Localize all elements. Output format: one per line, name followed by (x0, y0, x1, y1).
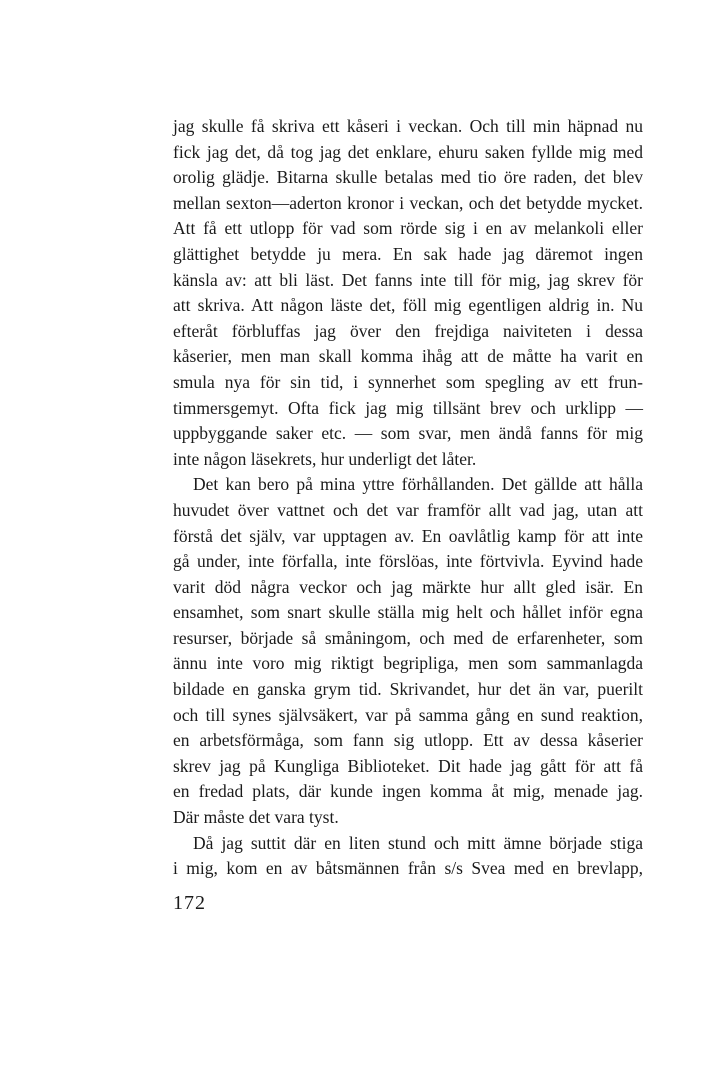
text-line: gå under, inte förfalla, inte förslöas, inte förtvivla. Eyvind hade (173, 551, 643, 572)
paragraph-2 (173, 472, 643, 830)
paragraph-3 (173, 831, 643, 882)
text-line: uppbyggande saker etc. — som svar, men ändå fanns för mig (173, 423, 643, 444)
body-text (173, 114, 643, 882)
text-line: mellan sexton—aderton kronor i veckan, och det betydde mycket. (173, 192, 643, 213)
text-line: bildade en ganska grym tid. Skrivandet, hur det än var, puerilt (173, 679, 643, 700)
text-line: känsla av: att bli läst. Det fanns inte till för mig, jag skrev för (173, 269, 643, 290)
text-line: huvudet över vattnet och det var framför allt vad jag, utan att (173, 499, 643, 520)
paragraph-1 (173, 114, 643, 472)
text-line: efteråt förbluffas jag över den frejdiga naiviteten i dessa (173, 320, 643, 341)
page-number: 172 (173, 892, 206, 914)
text-line: ännu inte voro mig riktigt begripliga, men som sammanlagda (173, 653, 643, 674)
text-line: i mig, kom en av båtsmännen från s/s Svea med en brevlapp, (173, 858, 643, 879)
text-line: Där måste det vara tyst. (173, 807, 339, 828)
text-line: Att få ett utlopp för vad som rörde sig i en av melankoli eller (173, 218, 643, 239)
text-line: en arbetsförmåga, som fann sig utlopp. Ett av dessa kåserier (173, 730, 643, 751)
text-line: förstå det själv, var upptagen av. En oavlåtlig kamp för att inte (173, 525, 643, 546)
text-line: inte någon läsekrets, hur underligt det låter. (173, 448, 477, 469)
text-line: och till synes självsäkert, var på samma gång en sund reaktion, (173, 704, 643, 725)
text-line: en fredad plats, där kunde ingen komma åt mig, menade jag. (173, 781, 643, 802)
text-line: Det kan bero på mina yttre förhållanden. Det gällde att hålla (193, 474, 643, 495)
text-line: timmersgemyt. Ofta fick jag mig tillsänt brev och urklipp — (173, 397, 643, 418)
text-line: ensamhet, som snart skulle ställa mig helt och hållet inför egna (173, 602, 643, 623)
text-line: varit död några veckor och jag märkte hur allt gled isär. En (173, 576, 643, 597)
text-line: att skriva. Att någon läste det, föll mig egentligen aldrig in. Nu (173, 295, 643, 316)
text-line: skrev jag på Kungliga Biblioteket. Dit hade jag gått för att få (173, 755, 643, 776)
text-line: glättighet betydde ju mera. En sak hade jag däremot ingen (173, 243, 643, 264)
text-line: orolig glädje. Bitarna skulle betalas med tio öre raden, det blev (173, 167, 643, 188)
text-line: Då jag suttit där en liten stund och mitt ämne började stiga (193, 832, 643, 853)
text-line: jag skulle få skriva ett kåseri i veckan. Och till min häpnad nu (173, 116, 643, 136)
text-line: fick jag det, då tog jag det enklare, ehuru saken fyllde mig med (173, 141, 643, 162)
text-line: smula nya för sin tid, i synnerhet som spegling av ett frun- (173, 371, 643, 392)
text-line: resurser, började så småningom, och med de erfarenheter, som (173, 627, 643, 648)
text-line: kåserier, men man skall komma ihåg att de måtte ha varit en (173, 346, 643, 367)
